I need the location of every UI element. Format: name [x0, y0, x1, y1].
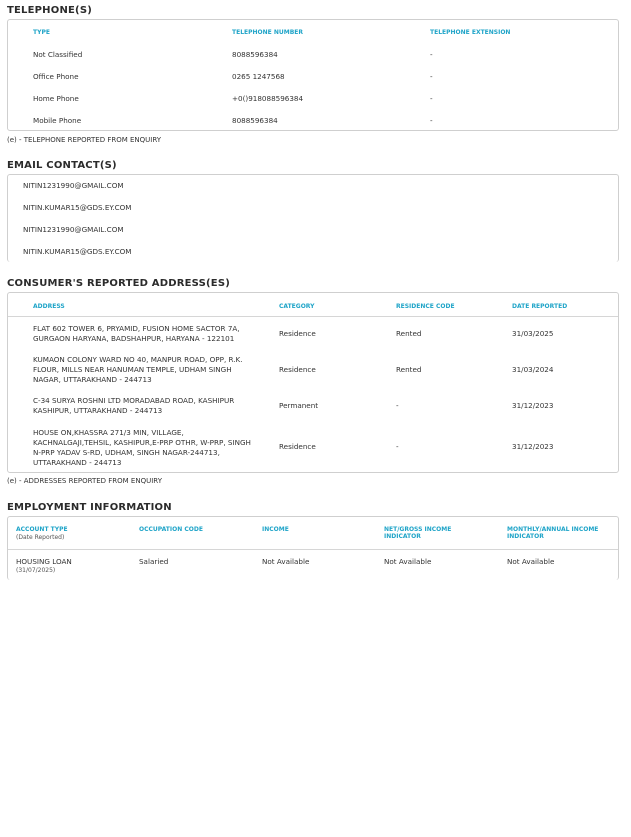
employment-net-gross: Not Available: [384, 557, 432, 566]
employment-monthly-annual: Not Available: [507, 557, 555, 566]
phone-number: 8088596384: [232, 116, 278, 125]
phone-type: Not Classified: [33, 50, 83, 59]
email-item: NITIN1231990@GMAIL.COM: [23, 181, 124, 190]
address-residence-code: Rented: [396, 329, 422, 338]
employment-title: EMPLOYMENT INFORMATION: [7, 502, 172, 513]
header-type: TYPE: [33, 29, 50, 36]
address-category: Permanent: [279, 401, 319, 410]
phone-type: Office Phone: [33, 72, 79, 81]
phone-number: +0()918088596384: [232, 94, 304, 103]
header-date-reported: DATE REPORTED: [512, 303, 568, 310]
phone-extension: -: [430, 72, 433, 81]
address-text: FLAT 602 TOWER 6, PRYAMID, FUSION HOME SACTOR 7A, GURGAON HARYANA, BADSHAHPUR, HARYANA - 122101: [33, 324, 240, 343]
header-residence-code: RESIDENCE CODE: [396, 303, 455, 310]
phone-type: Home Phone: [33, 94, 79, 103]
telephones-table: [7, 19, 619, 131]
employment-date-reported: (31/07/2025): [16, 567, 56, 574]
header-monthly-annual-income-indicator: MONTHLY/ANNUAL INCOME INDICATOR: [507, 526, 599, 540]
phone-number: 0265 1247568: [232, 72, 285, 81]
address-text: C-34 SURYA ROSHNI LTD MORADABAD ROAD, KASHIPUR KASHIPUR, UTTARAKHAND - 244713: [33, 396, 235, 415]
phone-extension: -: [430, 50, 433, 59]
addresses-note: (e) - ADDRESSES REPORTED FROM ENQUIRY: [7, 477, 162, 485]
address-category: Residence: [279, 329, 316, 338]
header-address: ADDRESS: [33, 303, 65, 310]
phone-extension: -: [430, 116, 433, 125]
addresses-table: [7, 292, 619, 473]
addresses-title: CONSUMER'S REPORTED ADDRESS(ES): [7, 278, 231, 289]
employment-table: [7, 516, 619, 580]
address-residence-code: Rented: [396, 365, 422, 374]
header-occupation-code: OCCUPATION CODE: [139, 526, 203, 533]
address-date: 31/03/2025: [512, 329, 554, 338]
header-telephone-number: TELEPHONE NUMBER: [232, 29, 303, 36]
address-date: 31/12/2023: [512, 401, 554, 410]
telephones-title: TELEPHONE(S): [7, 5, 92, 16]
header-telephone-extension: TELEPHONE EXTENSION: [430, 29, 511, 36]
phone-number: 8088596384: [232, 50, 278, 59]
email-item: NITIN.KUMAR15@GDS.EY.COM: [23, 247, 132, 256]
address-date: 31/12/2023: [512, 442, 554, 451]
header-account-type: ACCOUNT TYPE: [16, 526, 68, 533]
phone-type: Mobile Phone: [33, 116, 82, 125]
emails-box: [7, 174, 619, 262]
header-date-reported-sub: (Date Reported): [16, 534, 65, 541]
header-divider: [8, 549, 618, 550]
header-divider: [8, 316, 618, 317]
header-income: INCOME: [262, 526, 289, 533]
email-item: NITIN1231990@GMAIL.COM: [23, 225, 124, 234]
email-item: NITIN.KUMAR15@GDS.EY.COM: [23, 203, 132, 212]
address-residence-code: -: [396, 401, 399, 410]
phone-extension: -: [430, 94, 433, 103]
address-category: Residence: [279, 442, 316, 451]
employment-occupation-code: Salaried: [139, 557, 169, 566]
employment-income: Not Available: [262, 557, 310, 566]
address-date: 31/03/2024: [512, 365, 554, 374]
address-text: KUMAON COLONY WARD NO 40, MANPUR ROAD, OPP, R.K. FLOUR, MILLS NEAR HANUMAN TEMPLE, UDHAM SINGH NAGAR, UTTARAKHAND - 244713: [33, 355, 243, 384]
address-category: Residence: [279, 365, 316, 374]
header-category: CATEGORY: [279, 303, 315, 310]
address-residence-code: -: [396, 442, 399, 451]
header-net-gross-income-indicator: NET/GROSS INCOME INDICATOR: [384, 526, 452, 540]
address-text: HOUSE ON,KHASSRA 271/3 MIN, VILLAGE, KACHNALGAJI,TEHSIL, KASHIPUR,E-PRP OTHR, W-PRP, SINGH N-PRP YADAV S-RD, UDHAM, SINGH NAGAR-244713, UTTARAKHAND - 244713: [33, 428, 251, 467]
emails-title: EMAIL CONTACT(S): [7, 160, 117, 171]
employment-account-type: HOUSING LOAN: [16, 557, 72, 566]
telephones-note: (e) - TELEPHONE REPORTED FROM ENQUIRY: [7, 136, 162, 144]
